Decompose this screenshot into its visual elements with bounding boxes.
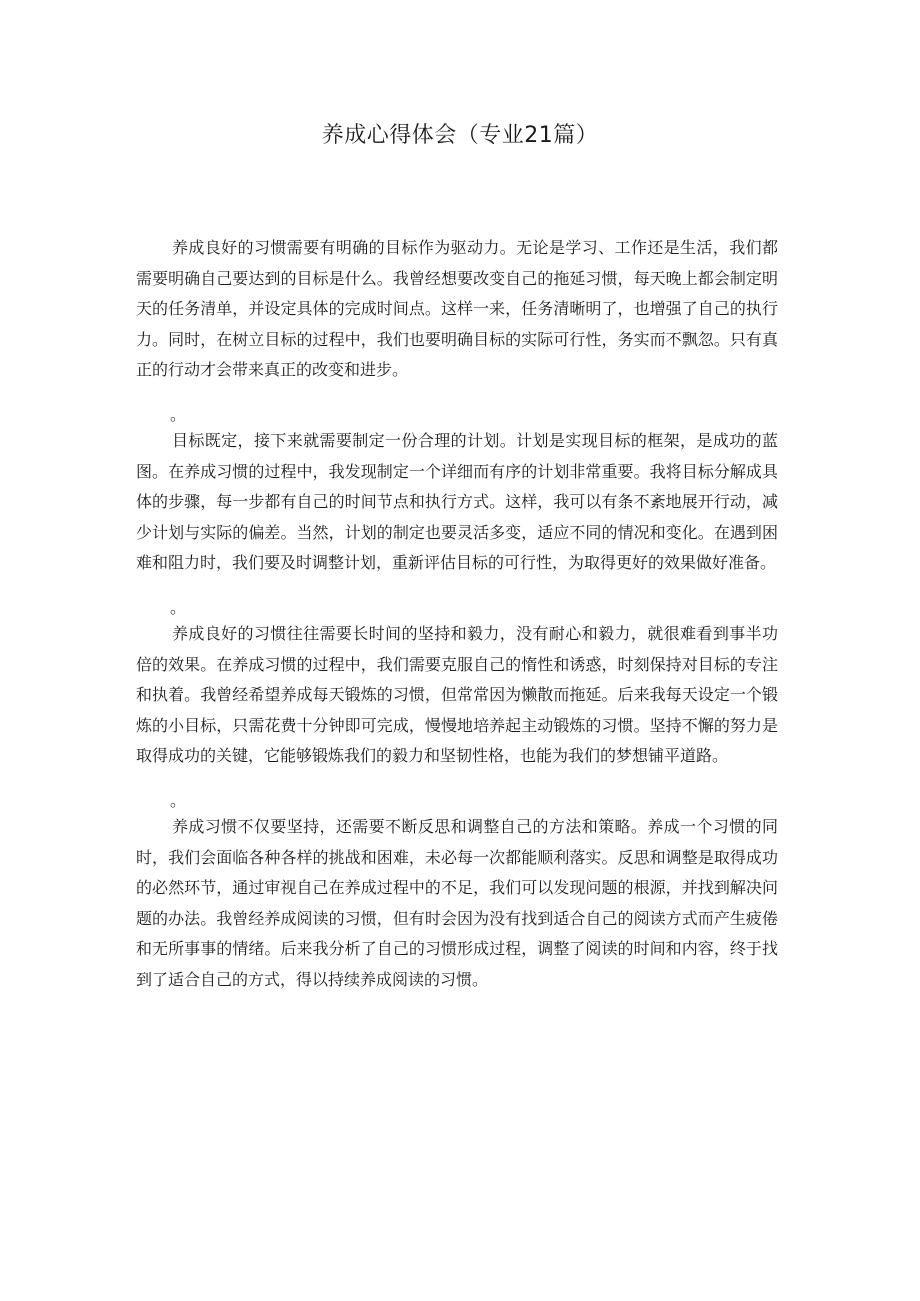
paragraph-separator: 。 — [170, 404, 187, 424]
document-body — [136, 233, 778, 995]
paragraph-4: 养成习惯不仅要坚持，还需要不断反思和调整自己的方法和策略。养成一个习惯的同时，我们会面临各种各样的挑战和困难，未必每一次都能顺利落实。反思和调整是取得成功的必然环节，通过审视自己在养成过程中的不足，我们可以发现问题的根源，并找到解决问题的办法。我曾经养成阅读的习惯，但有时会因为没有找到适合自己的阅读方式而产生疲倦和无所事事的情绪。后来我分析了自己的习惯形成过程，调整了阅读的时间和内容，终于找到了适合自己的方式，得以持续养成阅读的习惯。 — [136, 816, 778, 989]
paragraph-separator: 。 — [170, 597, 187, 617]
paragraph-separator: 。 — [170, 790, 187, 810]
document-title: 养成心得体会（专业21篇） — [321, 123, 599, 148]
paragraph-3: 养成良好的习惯往往需要长时间的坚持和毅力，没有耐心和毅力，就很难看到事半功倍的效果。在养成习惯的过程中，我们需要克服自己的惰性和诱惑，时刻保持对目标的专注和执着。我曾经希望养成每天锻炼的习惯，但常常因为懒散而拖延。后来我每天设定一个锻炼的小目标，只需花费十分钟即可完成，慢慢地培养起主动锻炼的习惯。坚持不懈的努力是取得成功的关键，它能够锻炼我们的毅力和坚韧性格，也能为我们的梦想铺平道路。 — [136, 623, 778, 766]
paragraph-2: 目标既定，接下来就需要制定一份合理的计划。计划是实现目标的框架，是成功的蓝图。在养成习惯的过程中，我发现制定一个详细而有序的计划非常重要。我将目标分解成具体的步骤，每一步都有自己的时间节点和执行方式。这样，我可以有条不紊地展开行动，减少计划与实际的偏差。当然，计划的制定也要灵活多变，适应不同的情况和变化。在遇到困难和阻力时，我们要及时调整计划，重新评估目标的可行性，为取得更好的效果做好准备。 — [136, 430, 778, 573]
paragraph-1: 养成良好的习惯需要有明确的目标作为驱动力。无论是学习、工作还是生活，我们都需要明确自己要达到的目标是什么。我曾经想要改变自己的拖延习惯，每天晚上都会制定明天的任务清单，并设定具体的完成时间点。这样一来，任务清晰明了，也增强了自己的执行力。同时，在树立目标的过程中，我们也要明确目标的实际可行性，务实而不飘忽。只有真正的行动才会带来真正的改变和进步。 — [136, 238, 778, 380]
